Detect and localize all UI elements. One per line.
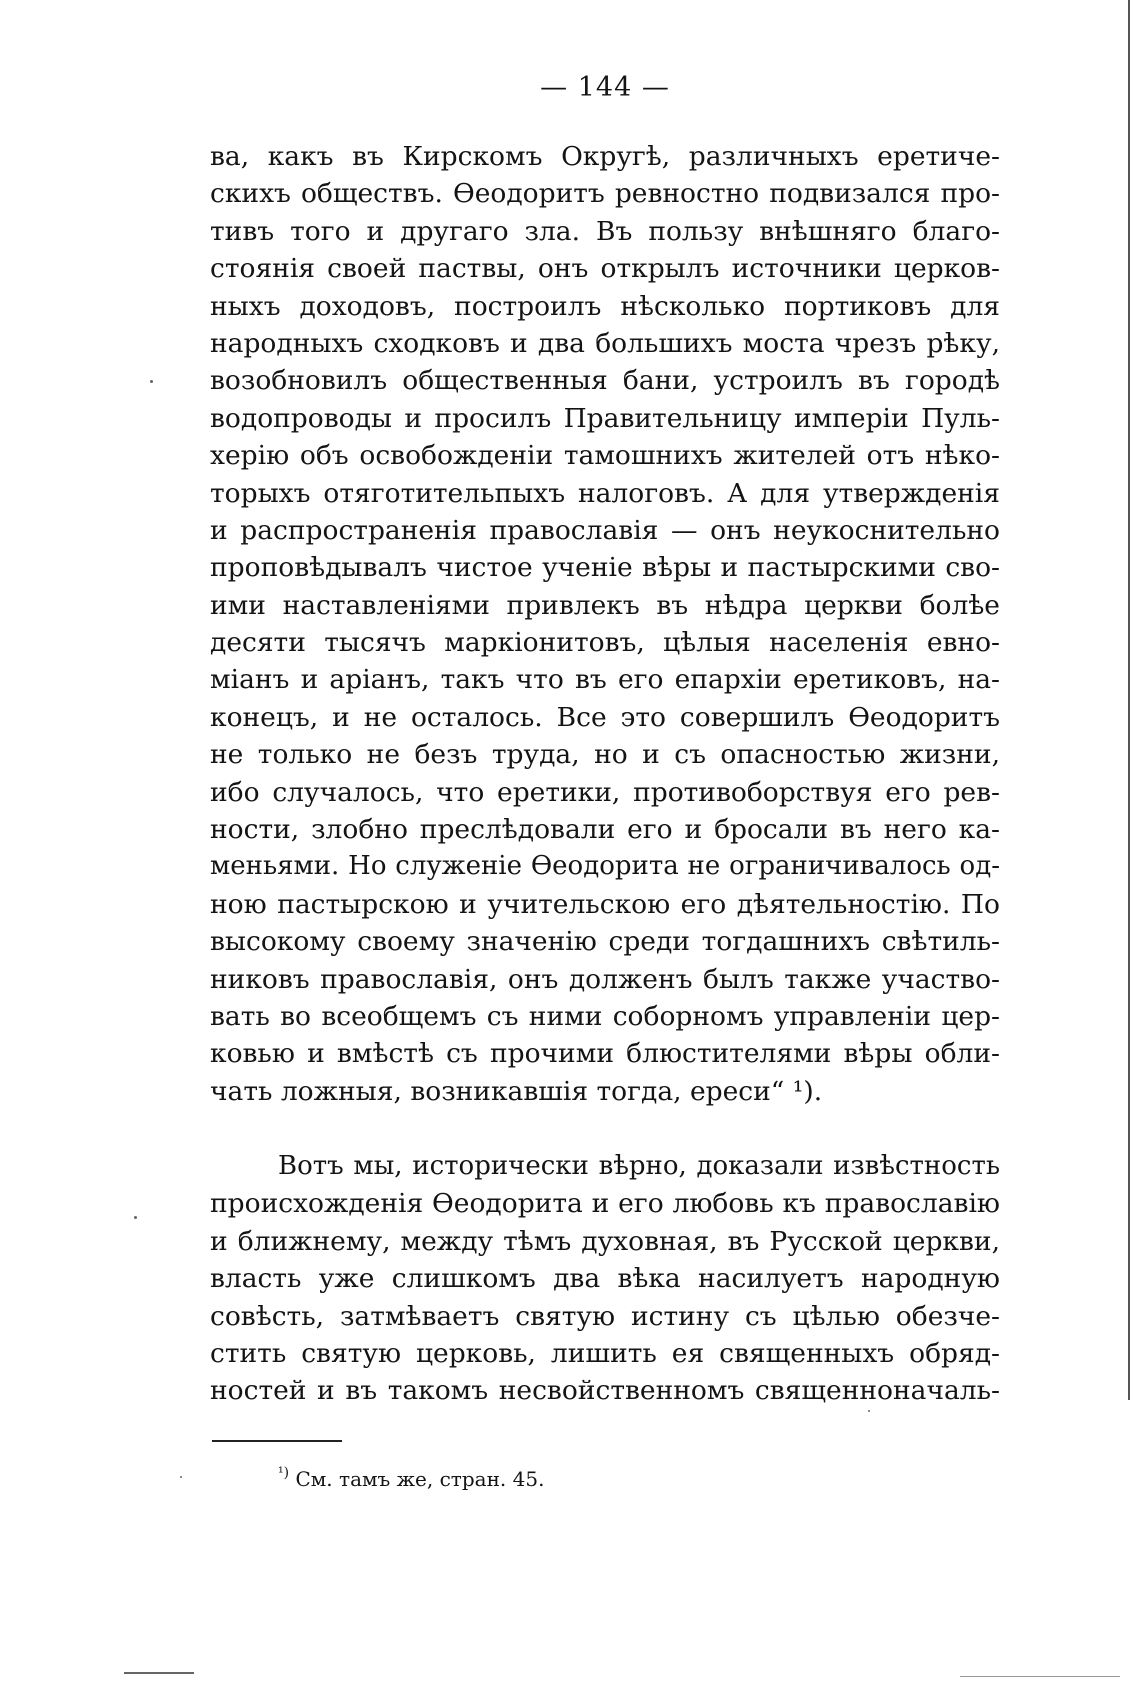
text-line: народныхъ сходковъ и два большихъ моста чрезъ рѣку, [210, 327, 1000, 359]
text-line: ностей и въ такомъ несвойственномъ священноначаль- [210, 1375, 1000, 1407]
text-line: ныхъ доходовъ, построилъ нѣсколько портиковъ для [210, 290, 1000, 322]
text-line: возобновилъ общественныя бани, устроилъ въ городѣ [210, 365, 1000, 397]
text-line: происхожденія Ѳеодорита и его любовь къ православію [210, 1188, 1000, 1220]
page-number: — 144 — [540, 72, 670, 103]
footnote-text: См. тамъ же, стран. 45. [295, 1467, 545, 1491]
scan-bottom-edge [960, 1676, 1120, 1677]
text-line: проповѣдывалъ чистое ученіе вѣры и пастырскими сво- [210, 552, 1000, 584]
text-line: и распространенія православія — онъ неукоснительно [210, 514, 1000, 546]
paragraph-1 [210, 138, 1000, 1110]
scan-speck [150, 380, 153, 383]
footnote [278, 1466, 544, 1495]
text-line: скихъ обществъ. Ѳеодоритъ ревностно подвизался про- [210, 178, 1000, 210]
text-line: совѣсть, затмѣваетъ святую истину съ цѣлью обезче- [210, 1300, 1000, 1332]
text-line: меньями. Но служеніе Ѳеодорита не ограничивалось од- [210, 851, 1000, 882]
text-line: водопроводы и просилъ Правительницу имперіи Пуль- [210, 402, 1000, 434]
text-line: чать ложныя, возникавшія тогда, ереси“ ¹). [210, 1075, 823, 1107]
footnote-divider [212, 1440, 342, 1442]
text-line: торыхъ отяготительпыхъ налоговъ. А для утвержденія [210, 477, 1000, 509]
text-line: десяти тысячъ маркіонитовъ, цѣлыя населенія евно- [210, 627, 1000, 659]
text-line: власть уже слишкомъ два вѣка насилуетъ народную [210, 1263, 1000, 1295]
footnote-marker: ¹) [278, 1465, 290, 1481]
text-line: не только не безъ труда, но и съ опасностью жизни, [210, 739, 1000, 771]
text-line: стоянія своей паствы, онъ открылъ источники церков- [210, 253, 1000, 285]
text-line: міанъ и аріанъ, такъ что въ его епархіи еретиковъ, на- [210, 664, 1000, 696]
text-line: Вотъ мы, исторически вѣрно, доказали извѣстность [278, 1151, 1000, 1181]
scan-margin-line [1128, 0, 1130, 1400]
text-line: вать во всеобщемъ съ ними соборномъ управленіи цер- [210, 1000, 1000, 1032]
scan-speck [180, 1476, 182, 1478]
text-line: ва, какъ въ Кирскомъ Округѣ, различныхъ еретиче- [210, 141, 1000, 172]
text-line: стить святую церковь, лишить ея священныхъ обряд- [210, 1337, 1000, 1369]
scan-speck [868, 1410, 870, 1412]
text-line: и ближнему, между тѣмъ духовная, въ Русской церкви, [210, 1225, 1000, 1257]
text-line: тивъ того и другаго зла. Въ пользу внѣшняго благо- [210, 215, 1000, 247]
scan-speck [134, 1216, 137, 1219]
text-line: высокому своему значенію среди тогдашнихъ свѣтиль- [210, 926, 1000, 958]
text-line: ими наставленіями привлекъ въ нѣдра церкви болѣе [210, 589, 1000, 621]
paragraph-2 [210, 1148, 1000, 1410]
text-line: херію объ освобожденіи тамошнихъ жителей отъ нѣко- [210, 440, 1000, 472]
scan-bottom-edge [124, 1672, 194, 1674]
text-line: конецъ, и не осталось. Все это совершилъ Ѳеодоритъ [210, 701, 1000, 733]
text-line: ною пастырскою и учительскою его дѣятельностію. По [210, 888, 1000, 920]
text-line: никовъ православія, онъ долженъ былъ также участво- [210, 963, 1000, 995]
text-line: ибо случалось, что еретики, противоборствуя его рев- [210, 776, 1000, 808]
text-line: ности, злобно преслѣдовали его и бросали въ него ка- [210, 814, 1000, 846]
text-line: ковью и вмѣстѣ съ прочими блюстителями вѣры обли- [210, 1038, 1000, 1070]
